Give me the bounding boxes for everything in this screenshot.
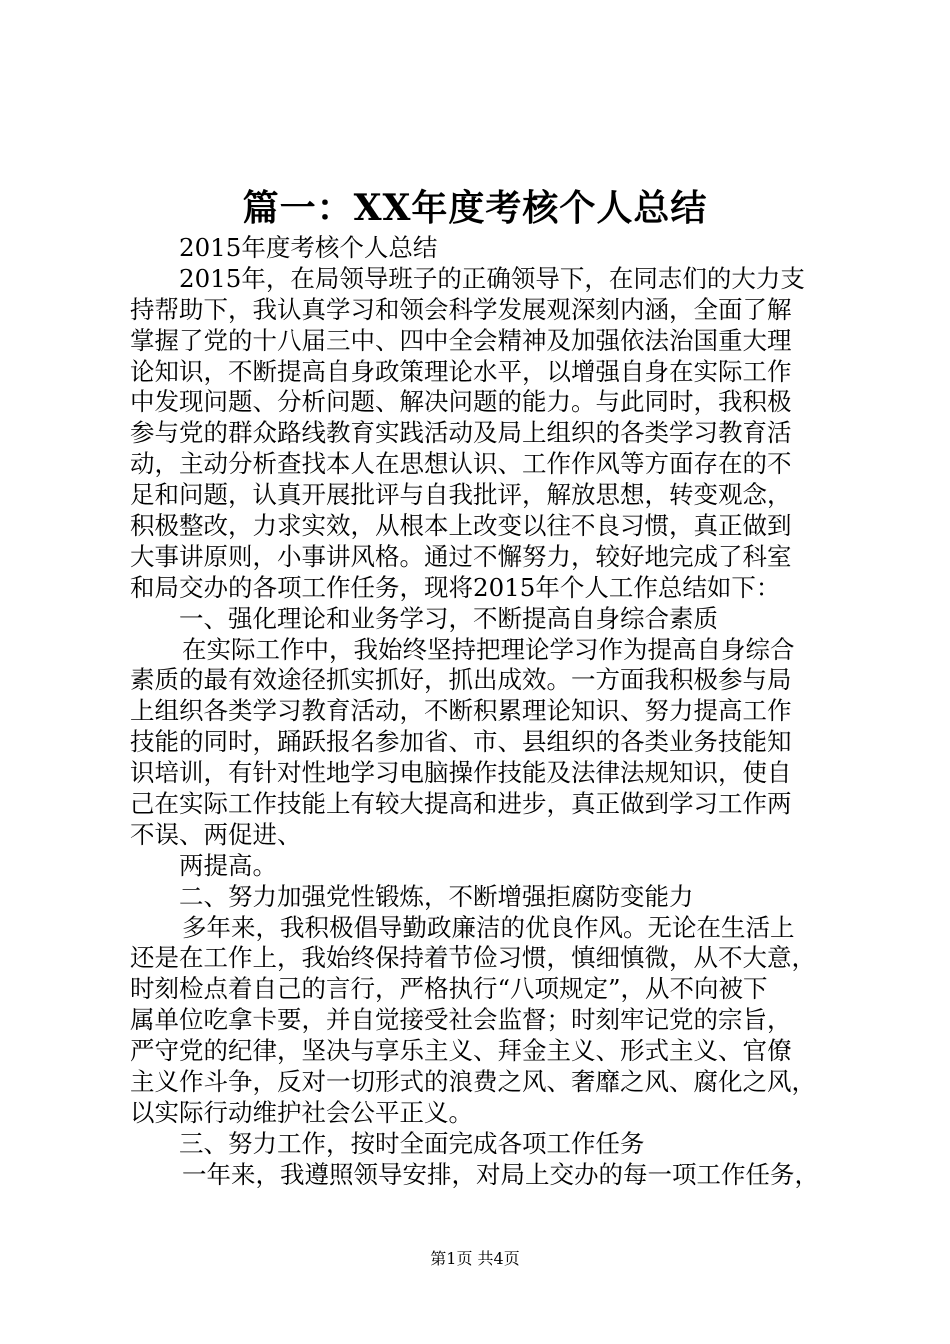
subtitle-line: 2015年度考核个人总结 bbox=[179, 233, 438, 262]
paragraph-line: 积极整改，力求实效，从根本上改变以往不良习惯，真正做到 bbox=[130, 511, 792, 541]
paragraph-line: 动，主动分析查找本人在思想认识、工作作风等方面存在的不 bbox=[130, 449, 792, 479]
paragraph-line: 足和问题，认真开展批评与自我批评，解放思想，转变观念， bbox=[130, 480, 792, 510]
section-heading: 二、努力加强党性锻炼，不断增强拒腐防变能力 bbox=[179, 881, 694, 911]
paragraph-line: 不误、两促进、 bbox=[130, 819, 302, 849]
paragraph-line: 以实际行动维护社会公平正义。 bbox=[130, 1097, 473, 1127]
paragraph-line: 参与党的群众路线教育实践活动及局上组织的各类学习教育活 bbox=[130, 418, 792, 448]
paragraph-line: 两提高。 bbox=[179, 850, 277, 880]
paragraph-line: 素质的最有效途径抓实抓好，抓出成效。一方面我积极参与局 bbox=[130, 665, 792, 695]
paragraph-line: 属单位吃拿卡要，并自觉接受社会监督；时刻牢记党的宗旨， bbox=[130, 1005, 792, 1035]
paragraph-line: 中发现问题、分析问题、解决问题的能力。与此同时，我积极 bbox=[130, 387, 792, 417]
document-body bbox=[130, 233, 830, 1191]
paragraph-line: 多年来，我积极倡导勤政廉洁的优良作风。无论在生活上 bbox=[182, 912, 795, 942]
page-footer: 第1页 共4页 bbox=[430, 1249, 520, 1268]
paragraph-line: 严守党的纪律，坚决与享乐主义、拜金主义、形式主义、官僚 bbox=[130, 1036, 792, 1066]
paragraph-line: 上组织各类学习教育活动，不断积累理论知识、努力提高工作 bbox=[130, 696, 792, 726]
document-title: 篇一：XX年度考核个人总结 bbox=[242, 187, 708, 229]
paragraph-line: 大事讲原则，小事讲风格。通过不懈努力，较好地完成了科室 bbox=[130, 541, 792, 571]
paragraph-line: 和局交办的各项工作任务，现将2015年个人工作总结如下： bbox=[130, 572, 781, 602]
section-heading: 一、强化理论和业务学习，不断提高自身综合素质 bbox=[179, 603, 718, 633]
paragraph-line: 掌握了党的十八届三中、四中全会精神及加强依法治国重大理 bbox=[130, 325, 792, 355]
paragraph-line: 技能的同时，踊跃报名参加省、市、县组织的各类业务技能知 bbox=[130, 727, 792, 757]
paragraph-line: 还是在工作上，我始终保持着节俭习惯，慎细慎微，从不大意， bbox=[130, 943, 816, 973]
paragraph-line: 论知识，不断提高自身政策理论水平，以增强自身在实际工作 bbox=[130, 356, 792, 386]
paragraph-line: 持帮助下，我认真学习和领会科学发展观深刻内涵，全面了解 bbox=[130, 294, 792, 324]
paragraph-line: 一年来，我遵照领导安排，对局上交办的每一项工作任务， bbox=[182, 1159, 819, 1189]
paragraph-line: 2015年，在局领导班子的正确领导下，在同志们的大力支 bbox=[179, 263, 805, 293]
paragraph-line: 识培训，有针对性地学习电脑操作技能及法律法规知识，使自 bbox=[130, 758, 792, 788]
paragraph-line: 主义作斗争，反对一切形式的浪费之风、奢靡之风、腐化之风， bbox=[130, 1067, 816, 1097]
paragraph-line: 时刻检点着自己的言行，严格执行“八项规定”，从不向被下 bbox=[130, 974, 768, 1004]
paragraph-line: 在实际工作中，我始终坚持把理论学习作为提高自身综合 bbox=[182, 634, 795, 664]
section-heading: 三、努力工作，按时全面完成各项工作任务 bbox=[179, 1128, 645, 1158]
paragraph-line: 己在实际工作技能上有较大提高和进步，真正做到学习工作两 bbox=[130, 789, 792, 819]
